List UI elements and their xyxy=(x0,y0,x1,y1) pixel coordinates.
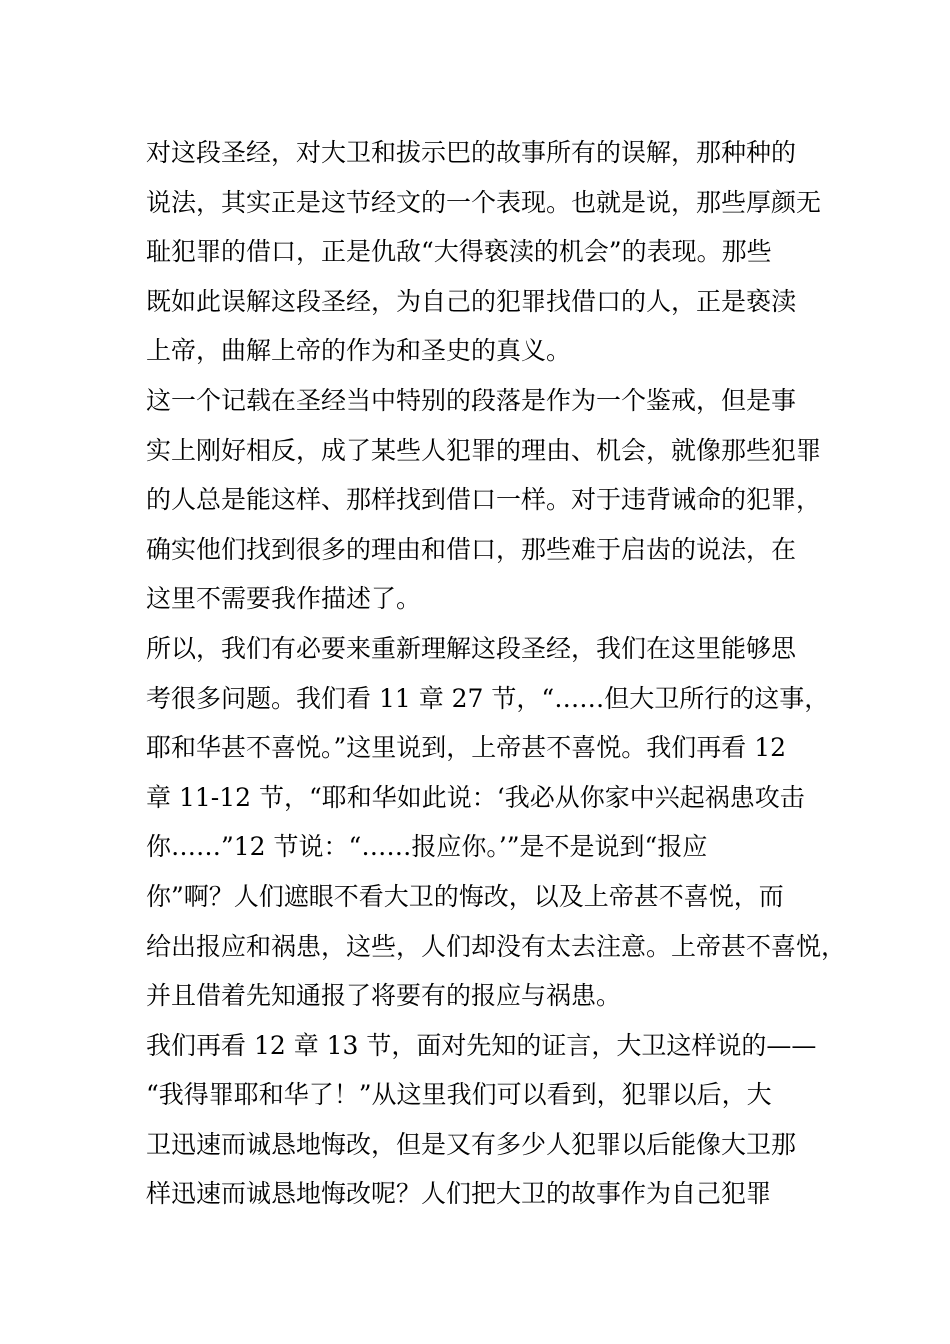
text-line: 样迅速而诚恳地悔改呢？人们把大卫的故事作为自己犯罪 xyxy=(146,1179,772,1209)
text-line: 对这段圣经，对大卫和拔示巴的故事所有的误解，那种种的 xyxy=(146,138,797,167)
paragraph-3 xyxy=(146,624,847,1021)
paragraph-2 xyxy=(146,376,822,624)
text-line: “我得罪耶和华了！”从这里我们可以看到，犯罪以后，大 xyxy=(146,1080,772,1110)
text-line: 给出报应和祸患，这些，人们却没有太去注意。上帝甚不喜悦， xyxy=(146,931,847,961)
text-line: 实上刚好相反，成了某些人犯罪的理由、机会，就像那些犯罪 xyxy=(146,435,822,465)
text-line: 耶和华甚不喜悦。”这里说到，上帝甚不喜悦。我们再看 12 xyxy=(146,733,787,763)
paragraph-4 xyxy=(146,1021,816,1219)
text-line: 并且借着先知通报了将要有的报应与祸患。 xyxy=(146,981,622,1011)
text-line: 确实他们找到很多的理由和借口，那些难于启齿的说法，在 xyxy=(146,534,797,564)
text-line: 所以，我们有必要来重新理解这段圣经，我们在这里能够思 xyxy=(146,633,797,663)
document-body xyxy=(146,128,847,1219)
text-line: 说法，其实正是这节经文的一个表现。也就是说，那些厚颜无 xyxy=(146,187,822,217)
text-line: 考很多问题。我们看 11 章 27 节，“……但大卫所行的这事， xyxy=(146,683,830,713)
text-line: 耻犯罪的借口，正是仇敌“大得亵渎的机会”的表现。那些 xyxy=(146,237,772,267)
paragraph-1 xyxy=(146,128,822,376)
text-line: 你”啊？人们遮眼不看大卫的悔改，以及上帝甚不喜悦，而 xyxy=(146,881,784,911)
text-line: 这一个记载在圣经当中特别的段落是作为一个鉴戒，但是事 xyxy=(146,385,797,415)
text-line: 这里不需要我作描述了。 xyxy=(146,584,422,614)
text-line: 卫迅速而诚恳地悔改，但是又有多少人犯罪以后能像大卫那 xyxy=(146,1129,797,1159)
text-line: 章 11-12 节，“耶和华如此说：‘我必从你家中兴起祸患攻击 xyxy=(146,782,805,812)
text-line: 既如此误解这段圣经，为自己的犯罪找借口的人，正是亵渎 xyxy=(146,286,797,316)
text-line: 我们再看 12 章 13 节，面对先知的证言，大卫这样说的—— xyxy=(146,1030,817,1060)
text-line: 的人总是能这样、那样找到借口一样。对于违背诫命的犯罪， xyxy=(146,485,822,515)
text-line: 上帝，曲解上帝的作为和圣史的真义。 xyxy=(146,336,572,366)
text-line: 你……”12 节说：“……报应你。’”是不是说到“报应 xyxy=(146,832,708,862)
